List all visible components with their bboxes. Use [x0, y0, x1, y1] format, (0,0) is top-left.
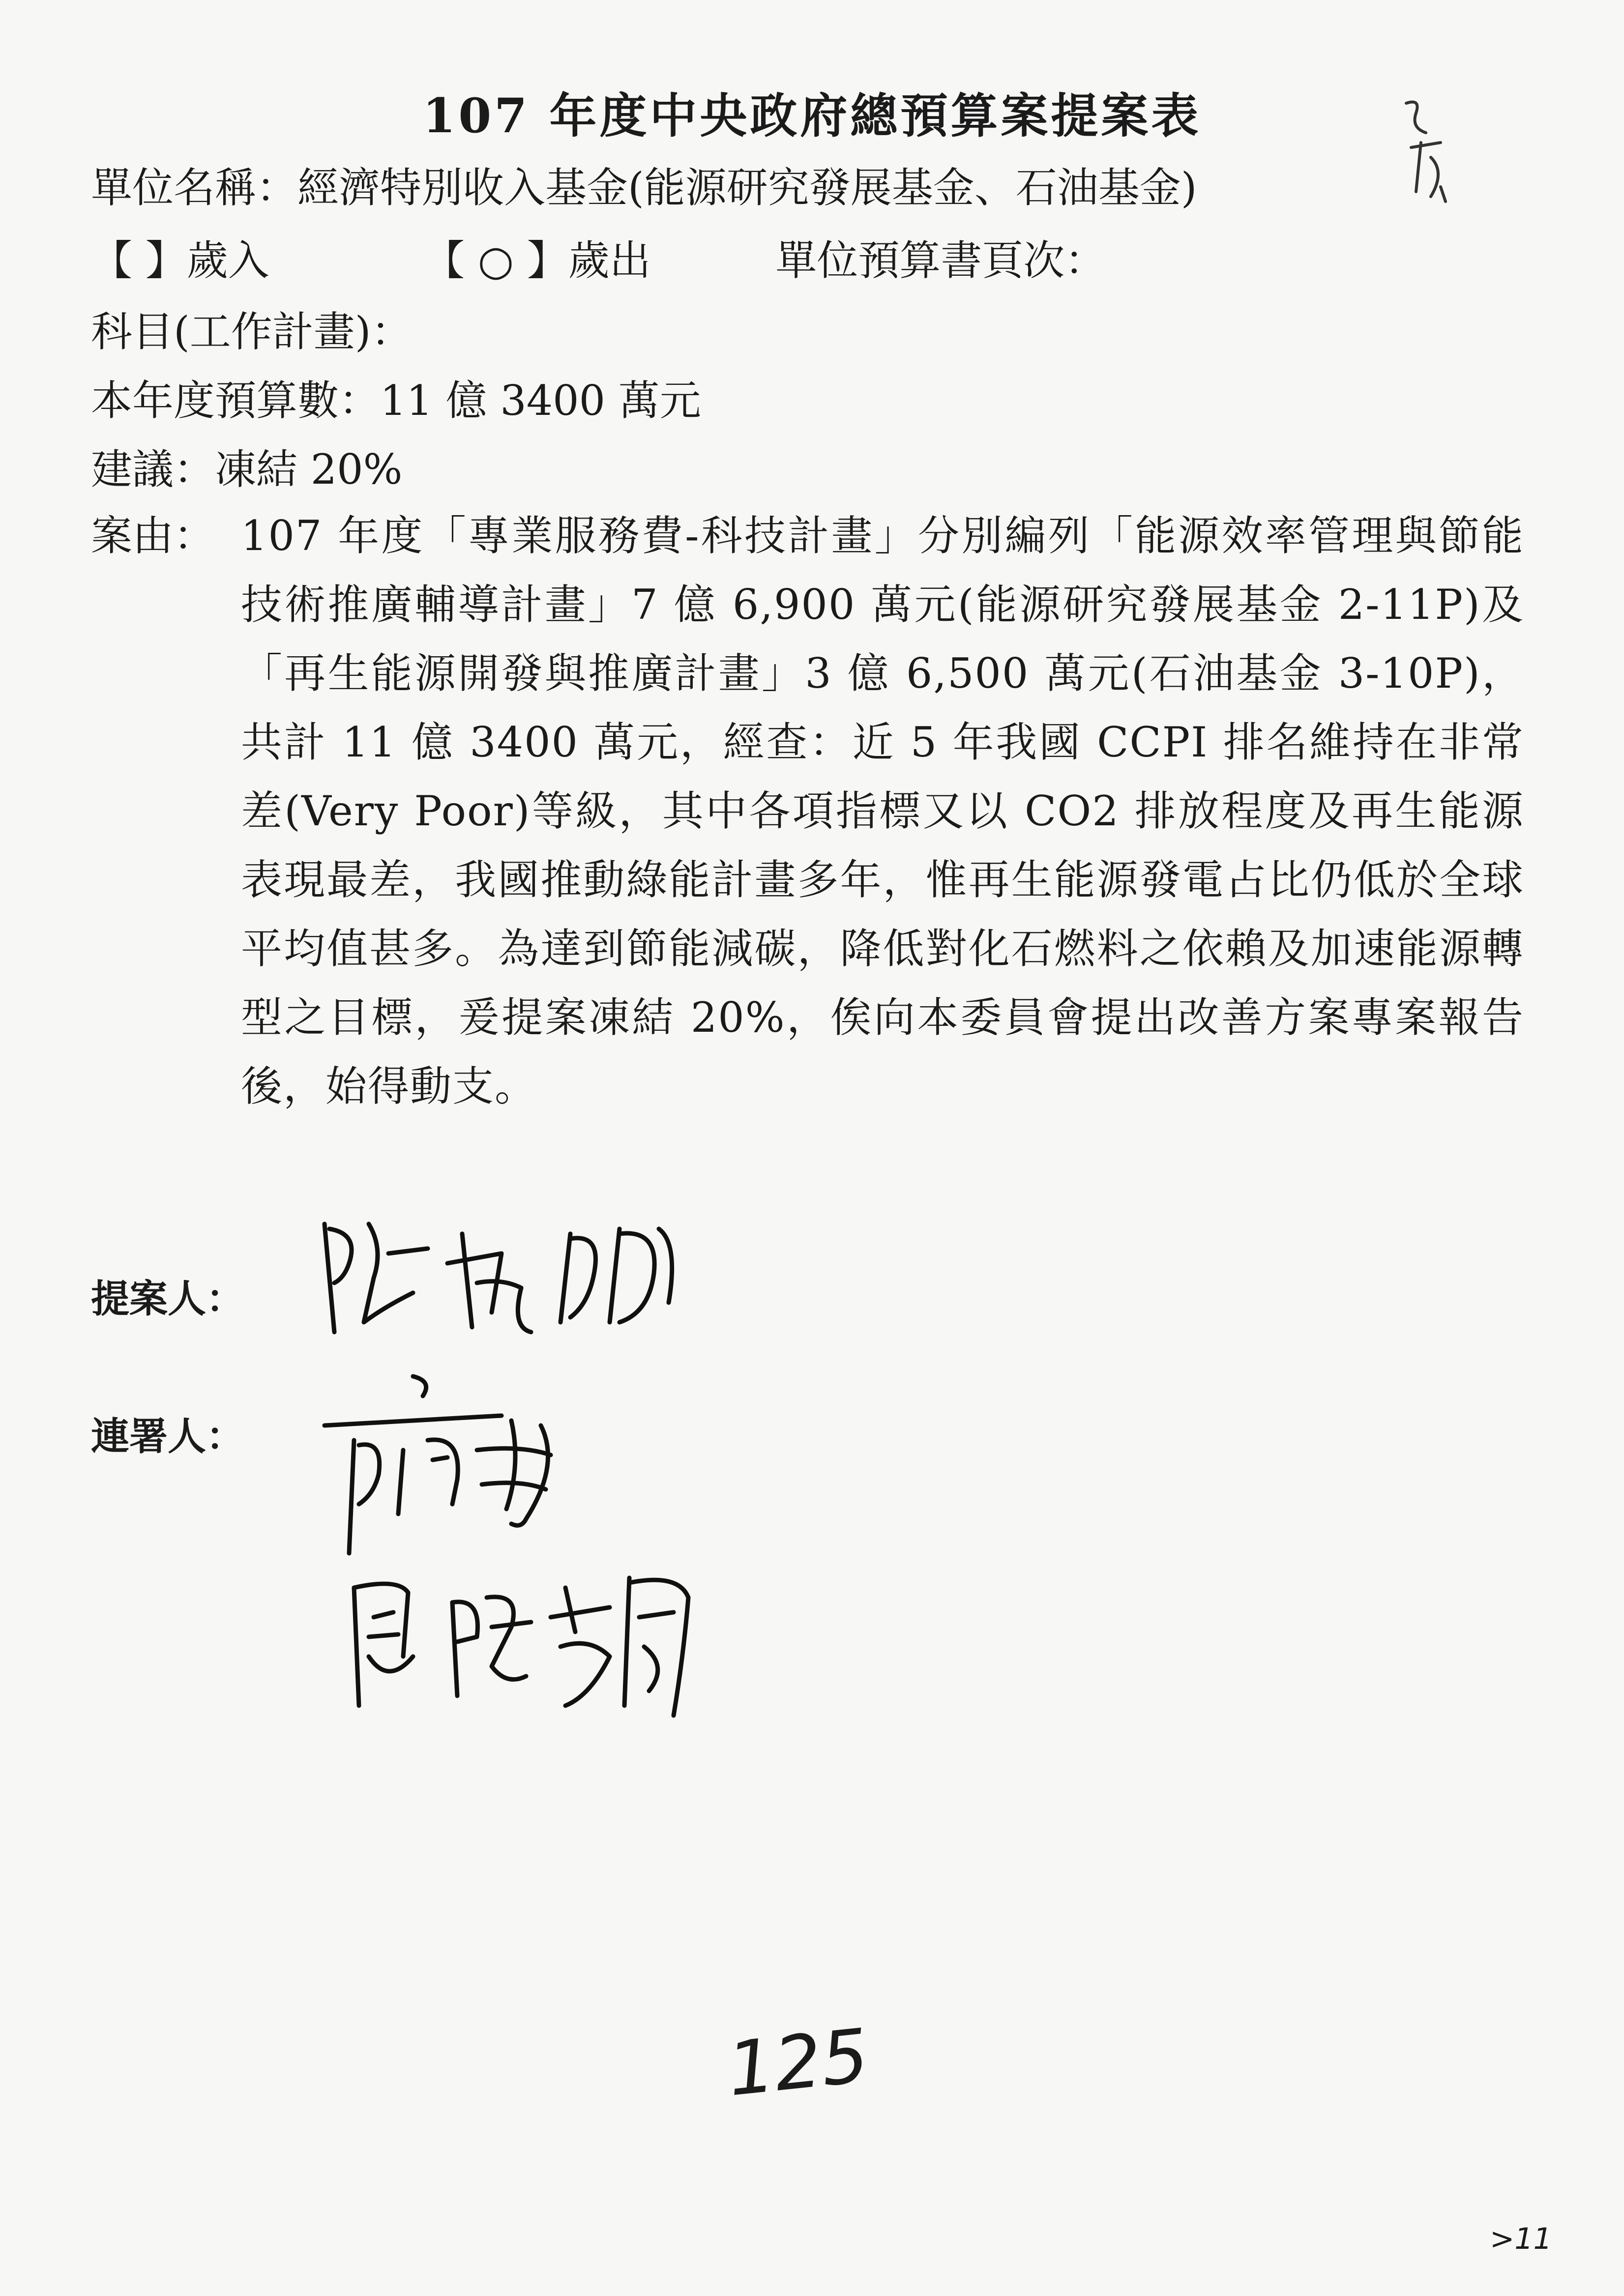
page-number: 125 [723, 2013, 873, 2113]
page-number-underline-icon [728, 2104, 733, 2109]
proposer-label: 提案人： [91, 1277, 245, 1321]
corner-mark: >11 [1490, 2222, 1552, 2256]
expense-mark: 【 ○ 】歲出 [423, 236, 651, 285]
proposer-signature [315, 1204, 688, 1352]
suggestion-line: 建議：凍結 20% [91, 445, 403, 494]
cosigner-signature-1 [315, 1366, 649, 1563]
cosigner-label: 連署人： [91, 1414, 245, 1459]
subject-line: 科目(工作計畫)： [91, 308, 413, 356]
case-body: 107 年度「專業服務費-科技計畫」分別編列「能源效率管理與節能技術推廣輔導計畫」7 億 6,900 萬元(能源研究發展基金 2-11P)及「再生能源開發與推廣計畫」3 億 6,500 萬元(石油基金 3-10P)，共計 11 億 3400 萬元，經查：近 5 年我國 CCPI 排名維持在非常差(Very Poor)等級，其中各項指標又以 CO2 排放程度及再生能源表現最差，我國推動綠能計畫多年，惟再生能源發電占比仍低於全球平均值甚多。為達到節能減碳，降低對化石燃料之依賴及加速能源轉型之目標，爰提案凍結 20%，俟向本委員會提出改善方案專案報告後，始得動支。 [241, 512, 1524, 1110]
margin-annotation-icon [1391, 93, 1455, 206]
cosigner-signature-2 [334, 1558, 738, 1735]
case-label: 案由： [91, 512, 215, 560]
budget-line: 本年度預算數：11 億 3400 萬元 [91, 377, 701, 425]
page-reference: 單位預算書頁次： [775, 236, 1106, 285]
unit-name: 單位名稱：經濟特別收入基金(能源研究發展基金、石油基金) [91, 164, 1197, 212]
page-title: 107 年度中央政府總預算案提案表 [422, 88, 1202, 144]
type-row [91, 231, 1106, 290]
revenue-mark: 【 】歲入 [91, 236, 269, 285]
